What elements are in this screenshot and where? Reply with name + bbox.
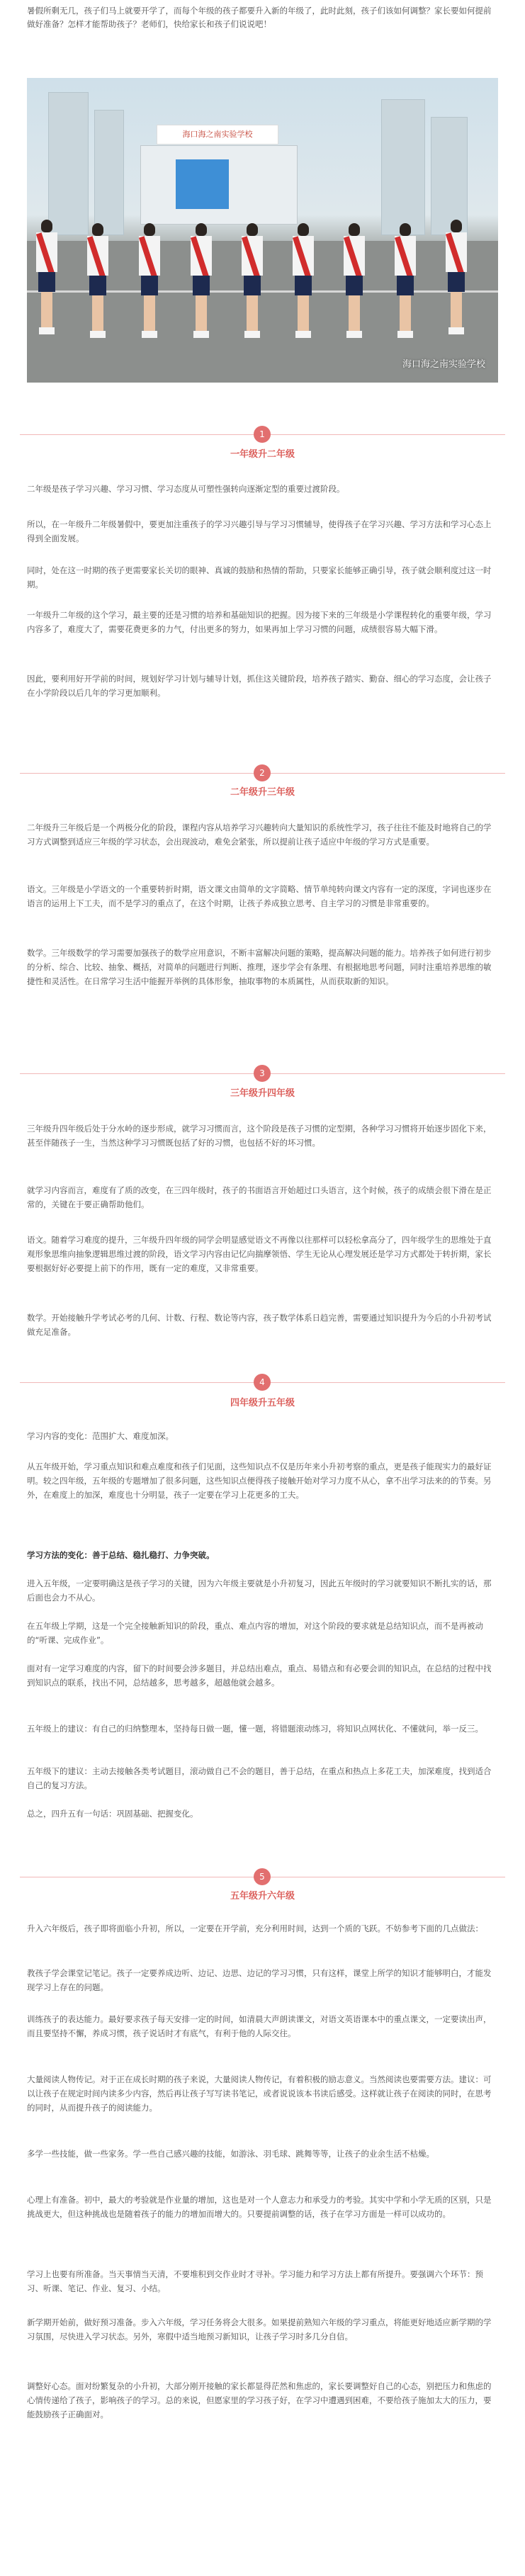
section-paragraph: 二年级是孩子学习兴趣、学习习惯、学习态度从可塑性强转向逐渐定型的重要过渡阶段。 — [27, 484, 345, 494]
section-paragraph: 二年级升三年级后是一个两极分化的阶段，课程内容从培养学习兴趣转向大量知识的系统性学习，孩子往往不能及时地将自己的学习方式调整到适应三年级的学习状态，会出现波动，难免会紧张，所以提前让孩子适应中年级的学习方式是重要。 — [27, 823, 492, 847]
section-paragraph: 同时，处在这一时期的孩子更需要家长关切的眼神、真诚的鼓励和热情的帮助，只要家长能够正确引导，孩子就会顺利度过这一时期。 — [27, 565, 492, 589]
section-paragraph: 五年级上的建议：有自己的归纳整理本，坚持每日做一题，懂一题，将错题滚动练习，将知识点网状化、不懂就问，举一反三。 — [27, 1724, 483, 1734]
student-figure — [341, 223, 367, 347]
section-paragraph: 就学习内容而言，难度有了质的改变，在三四年级时，孩子的书面语言开始超过口头语言，这个时候，孩子的成绩会很下滑在是正常的，关键在于要正确帮助他们。 — [27, 1185, 492, 1209]
student-figure — [290, 223, 316, 347]
section-subheading: 学习方法的变化：善于总结、稳扎稳打、力争突破。 — [27, 1550, 215, 1560]
section-paragraph: 学习内容的变化：范围扩大、难度加深。 — [27, 1431, 174, 1441]
section-paragraph: 训练孩子的表达能力。最好要求孩子每天安排一定的时间，如清晨大声朗读课文，对语文英语课本中的重点课文，一定要读出声，而且要坚持不懈，养成习惯，孩子说话时才有底气，有利于他的人际交往。 — [27, 2014, 492, 2038]
student-figure — [444, 220, 469, 344]
section-paragraph: 心理上有准备。初中，最大的考验就是作业量的增加，这也是对一个人意志力和承受力的考验。其实中学和小学无质的区别，只是挑战更大，但这种挑战也是随着孩子的能力的增加而增大的。只要提前调整的话，孩子在学习方面是一样可以成功的。 — [27, 2195, 492, 2219]
section-number-badge: 1 — [254, 426, 271, 443]
student-figure — [188, 223, 214, 347]
section-paragraph: 数学。三年级数学的学习需要加强孩子的数学应用意识，不断丰富解决问题的策略，提高解决问题的能力。培养孩子如何进行初步的分析、综合、比较、抽象、概括，对简单的问题进行判断、推理，逐步学会有条理、有根据地思考问题，同时注重培养思维的敏捷性和灵活性。在日常学习生活中能握开举例的具体形象，抽取事物的本质属性，从而获取新的知识。 — [27, 948, 492, 986]
section-paragraph: 总之，四升五有一句话：巩固基础、把握变化。 — [27, 1809, 198, 1819]
section-paragraph: 从五年级开始，学习重点知识和难点难度和孩子们见面，这些知识点不仅是历年来小升初考察的重点，更是孩子能现实力的最好证明。较之四年级，五年级的专题增加了很多问题，这些知识点便得孩子接触开始对学习力度不从心，拿不出学习法来的的节奏。另外，在难度上的加深，难度也十分明显，孩子一定要在学习上花更多的工夫。 — [27, 1462, 492, 1500]
section-paragraph: 所以，在一年级升二年级暑假中，要更加注重孩子的学习兴趣引导与学习习惯辅导，使得孩子在学习兴趣、学习方法和学习心态上得到全面发展。 — [27, 519, 492, 543]
building-left — [48, 92, 89, 235]
section-paragraph: 升入六年级后，孩子即将面临小升初，所以，一定要在开学前，充分利用时间，达到一个质的飞跃。不妨参考下面的几点做法： — [27, 1923, 483, 1933]
section-paragraph: 三年级升四年级后处于分水岭的逐步形成，就学习习惯而言，这个阶段是孩子习惯的定型期，各种学习习惯将开始逐步固化下来，甚至伴随孩子一生，当然这种学习习惯既包括了好的习惯，也包括不好的坏习惯。 — [27, 1124, 492, 1148]
intro-paragraph: 暑假所剩无几，孩子们马上就要开学了，而每个年级的孩子都要升入新的年级了，此时此刻，孩子们该如何调整？家长要如何提前做好准备？怎样才能帮助孩子？老师们，快给家长和孩子们说说吧！ — [27, 6, 492, 29]
section-paragraph: 大量阅读人物传记。对于正在成长时期的孩子来说，大量阅读人物传记，有着积极的励志意义。当然阅读也要需要方法。建议：可以让孩子在规定时间内读多少内容，然后再让孩子写写读书笔记，或者说说该本书读后感受。这样就让孩子在阅读的同时，在思考的同时，从而提升孩子的阅读能力。 — [27, 2074, 492, 2113]
building-left-2 — [94, 110, 124, 235]
building-right-2 — [431, 117, 468, 235]
section-title: 三年级升四年级 — [230, 1088, 295, 1099]
photo-watermark: 海口海之南实验学校 — [402, 359, 485, 370]
section-paragraph: 面对有一定学习难度的内容，留下的时间要会涉多题目，并总结出难点，重点、易错点和有必要会训的知识点，在总结的过程中找到知识点的联系，找出不同，总结越多，思考越多，超越他就会越多。 — [27, 1663, 492, 1688]
section-paragraph: 五年级下的建议：主动去接触各类考试题目，滚动做自己不会的题目，善于总结，在重点和热点上多花工夫，加深难度，找到适合自己的复习方法。 — [27, 1766, 492, 1790]
section-number-badge: 2 — [254, 764, 271, 781]
building-right — [381, 99, 425, 235]
student-figure — [34, 220, 60, 344]
section-paragraph: 数学。开始接触升学考试必考的几何、计数、行程、数论等内容，孩子数学体系日趋完善，需要通过知识提升为今后的小升初考试做充足准备。 — [27, 1313, 492, 1337]
section-number-badge: 4 — [254, 1374, 271, 1391]
student-figure — [85, 223, 111, 347]
school-photo — [27, 78, 498, 383]
section-number-badge: 5 — [254, 1868, 271, 1885]
section-number-badge: 3 — [254, 1065, 271, 1082]
student-figure — [239, 223, 265, 347]
blue-billboard — [176, 159, 229, 209]
section-paragraph: 在五年级上学期，这是一个完全接触新知识的阶段，重点、难点内容的增加，对这个阶段的要求就是总结知识点，而不是再被动的“听课、完成作业”。 — [27, 1621, 483, 1645]
student-figure — [137, 223, 162, 347]
section-paragraph: 教孩子学会课堂记笔记。孩子一定要养成边听、边记、边思、边记的学习习惯，只有这样，课堂上所学的知识才能够明白，才能发现学习上存在的问题。 — [27, 1968, 492, 1992]
section-title: 五年级升六年级 — [230, 1891, 295, 1902]
section-paragraph: 因此，要利用好开学前的时间，规划好学习计划与辅导计划，抓住这关键阶段，培养孩子踏实、勤奋、细心的学习态度，会让孩子在小学阶段以后几年的学习更加顺利。 — [27, 674, 492, 698]
section-paragraph — [27, 1548, 498, 1562]
section-title: 二年级升三年级 — [230, 787, 295, 798]
gate-sign: 海口海之南实验学校 — [157, 125, 278, 145]
section-title: 一年级升二年级 — [230, 449, 295, 460]
section-paragraph: 新学期开始前，做好预习准备。步入六年级，学习任务将会大很多。如果提前熟知六年级的学习重点，将能更好地适应新学期的学习氛围，尽快进入学习状态。另外，寒假中适当地预习新知识，让孩子学习时多几分自信。 — [27, 2317, 492, 2341]
section-paragraph: 学习上也要有所准备。当天事情当天清，不要堆积到交作业时才寻补。学习能力和学习方法上都有所提升。要强调六个环节：预习、听课、笔记、作业、复习、小结。 — [27, 2269, 483, 2293]
section-paragraph: 进入五年级，一定要明确这是孩子学习的关键，因为六年级主要就是小升初复习，因此五年级时的学习就要知识不断扎实的话，那后面也会力不从心。 — [27, 1578, 492, 1603]
section-paragraph: 一年级升二年级的这个学习，最主要的还是习惯的培养和基础知识的把握。因为接下来的三年级是小学课程转化的重要年级，学习内容多了，难度大了，需要花费更多的力气，付出更多的努力，如果再加上学习习惯的问题，成绩很容易大幅下滑。 — [27, 610, 492, 634]
section-paragraph: 多学一些技能，做一些家务。学一些自己感兴趣的技能，如游泳、羽毛球、跳舞等等，让孩子的业余生活不枯燥。 — [27, 2149, 434, 2159]
section-paragraph: 语文。随着学习难度的提升，三年级升四年级的同学会明显感觉语文不再像以往那样可以轻松拿高分了，四年级学生的思维处于直观形象思维向抽象逻辑思维过渡的阶段，语文学习内容由记忆向揣摩领悟、学生无论从心理发展还是学习方式都处于转折期，家长要根据好好必要提上前下的作用，既有一定的难度，又非常重要。 — [27, 1235, 492, 1273]
student-figure — [393, 223, 418, 347]
section-title: 四年级升五年级 — [230, 1398, 295, 1408]
section-paragraph: 调整好心态。面对纷繁复杂的小升初，大部分刚开接触的家长都显得茫然和焦虑的，家长要调整好自己的心态，别把压力和焦虑的心情传递给了孩子，影响孩子的学习。总的来说，但愿家里的学习孩子好，在学习中遭遇到困难，不要给孩子施加太大的压力，要能鼓励孩子正确面对。 — [27, 2381, 492, 2419]
section-paragraph: 语文。三年级是小学语文的一个重要转折时期，语文课文由简单的文字简略、情节单纯转向课文内容有一定的深度，字词也逐步在语言的运用上下工夫，而不是学习的重点了，在这个时期，让孩子养成独立思考、自主学习的习惯是非常重要的。 — [27, 884, 492, 908]
